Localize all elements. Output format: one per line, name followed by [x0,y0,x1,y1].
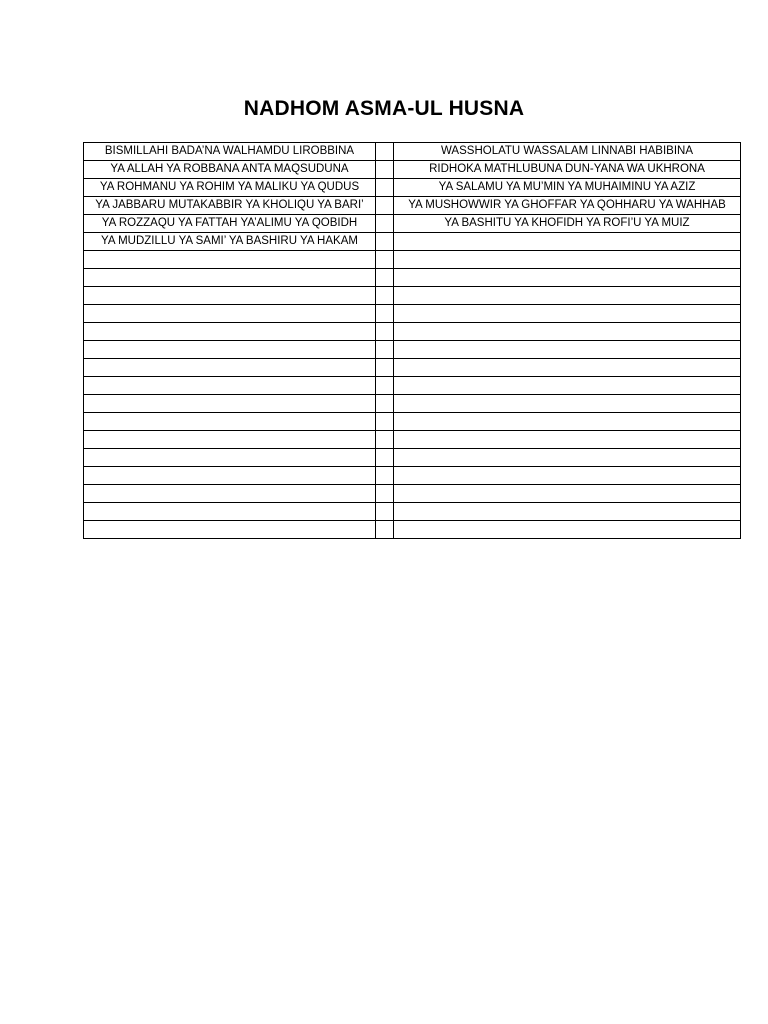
verse-left-cell: YA ROZZAQU YA FATTAH YA’ALIMU YA QOBIDH [84,215,376,233]
separator-cell [376,503,394,521]
separator-cell [376,143,394,161]
table-row [84,485,741,503]
verse-left-cell: YA ROHMANU YA ROHIM YA MALIKU YA QUDUS [84,179,376,197]
separator-cell [376,161,394,179]
verse-right-cell [394,359,741,377]
separator-cell [376,359,394,377]
separator-cell [376,215,394,233]
table-row [84,143,741,161]
table-row [84,287,741,305]
separator-cell [376,341,394,359]
table-row [84,197,741,215]
verse-left-cell [84,341,376,359]
table-row [84,233,741,251]
verse-right-cell [394,341,741,359]
table-row [84,323,741,341]
verse-right-cell [394,233,741,251]
verse-left-cell [84,521,376,539]
table-row [84,431,741,449]
verse-right-cell [394,305,741,323]
table-row [84,359,741,377]
table-row [84,161,741,179]
page-title: NADHOM ASMA-UL HUSNA [243,97,525,120]
table-row [84,179,741,197]
verse-left-cell [84,305,376,323]
table-row [84,215,741,233]
separator-cell [376,413,394,431]
separator-cell [376,269,394,287]
verse-left-cell: YA MUDZILLU YA SAMI’ YA BASHIRU YA HAKAM [84,233,376,251]
table-row [84,341,741,359]
verse-right-cell [394,251,741,269]
table-row [84,377,741,395]
verse-right-cell [394,449,741,467]
table-row [84,395,741,413]
table-row [84,503,741,521]
separator-cell [376,233,394,251]
verse-right-cell: YA BASHITU YA KHOFIDH YA ROFI’U YA MUIZ [394,215,741,233]
separator-cell [376,485,394,503]
verse-left-cell: YA ALLAH YA ROBBANA ANTA MAQSUDUNA [84,161,376,179]
verse-left-cell: YA JABBARU MUTAKABBIR YA KHOLIQU YA BARI’ [84,197,376,215]
verse-right-cell: YA MUSHOWWIR YA GHOFFAR YA QOHHARU YA WAHHAB [394,197,741,215]
table-row [84,269,741,287]
verse-right-cell [394,323,741,341]
verse-right-cell [394,485,741,503]
verse-right-cell [394,503,741,521]
verse-left-cell [84,359,376,377]
verse-left-cell [84,251,376,269]
verse-left-cell [84,377,376,395]
verse-right-cell [394,287,741,305]
separator-cell [376,305,394,323]
separator-cell [376,179,394,197]
verse-right-cell [394,413,741,431]
table-row [84,449,741,467]
verse-left-cell [84,431,376,449]
verse-table-body [84,143,741,539]
separator-cell [376,467,394,485]
separator-cell [376,251,394,269]
table-row [84,413,741,431]
verse-left-cell [84,449,376,467]
verse-table [83,142,741,539]
table-row [84,521,741,539]
separator-cell [376,287,394,305]
verse-left-cell [84,413,376,431]
verse-left-cell [84,395,376,413]
verse-left-cell [84,467,376,485]
separator-cell [376,431,394,449]
table-row [84,251,741,269]
verse-right-cell [394,269,741,287]
verse-right-cell [394,467,741,485]
verse-right-cell: WASSHOLATU WASSALAM LINNABI HABIBINA [394,143,741,161]
separator-cell [376,449,394,467]
separator-cell [376,323,394,341]
verse-left-cell: BISMILLAHI BADA’NA WALHAMDU LIROBBINA [84,143,376,161]
verse-left-cell [84,503,376,521]
separator-cell [376,395,394,413]
verse-left-cell [84,269,376,287]
verse-right-cell [394,431,741,449]
separator-cell [376,377,394,395]
separator-cell [376,521,394,539]
verse-left-cell [84,287,376,305]
verse-left-cell [84,485,376,503]
verse-right-cell: YA SALAMU YA MU’MIN YA MUHAIMINU YA AZIZ [394,179,741,197]
verse-right-cell [394,521,741,539]
separator-cell [376,197,394,215]
verse-left-cell [84,323,376,341]
verse-right-cell [394,395,741,413]
verse-right-cell: RIDHOKA MATHLUBUNA DUN-YANA WA UKHRONA [394,161,741,179]
verse-right-cell [394,377,741,395]
table-row [84,305,741,323]
table-row [84,467,741,485]
